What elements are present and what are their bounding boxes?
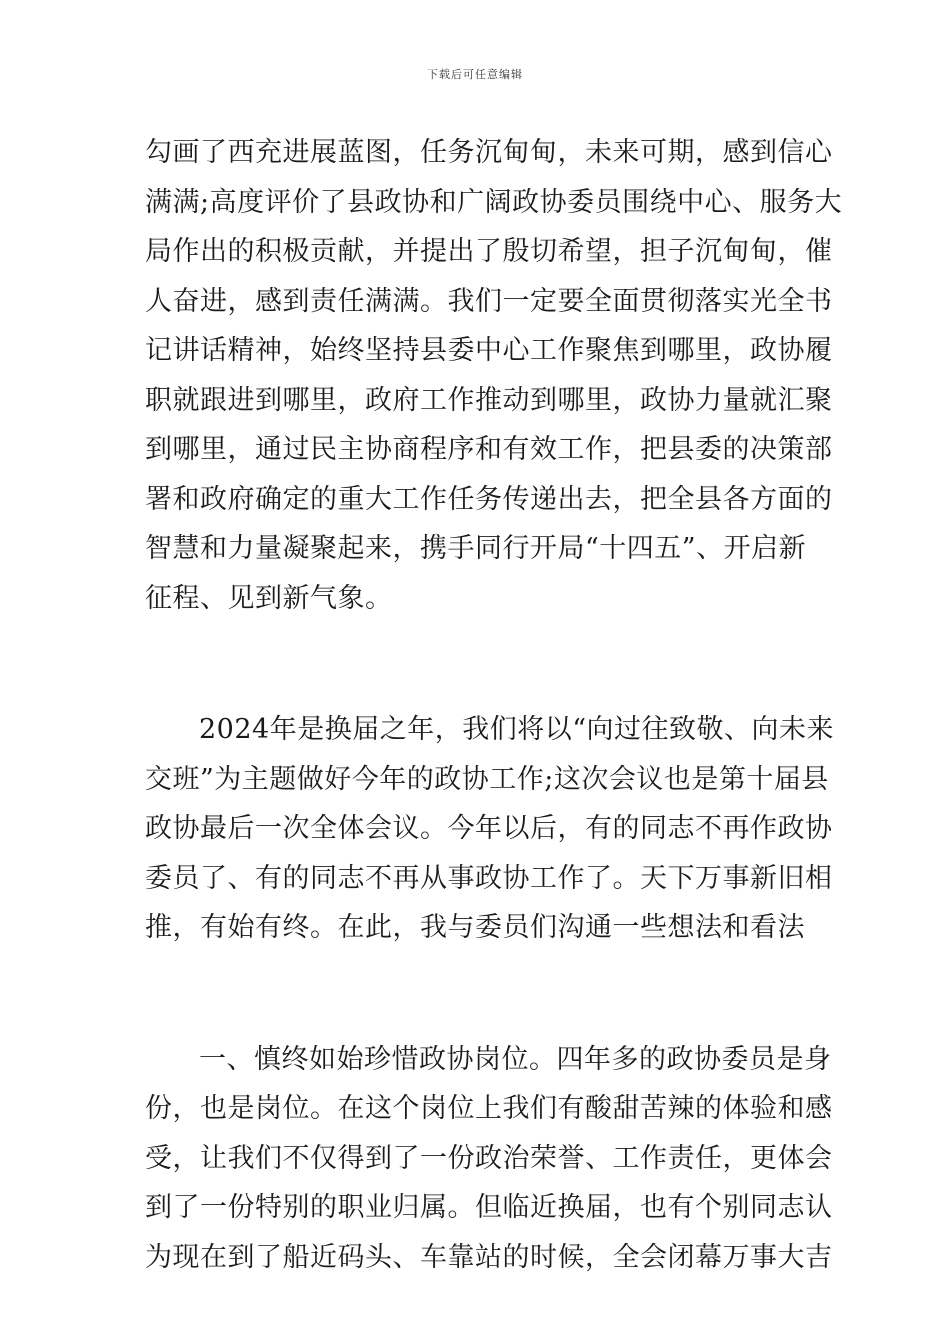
text-line: 记讲话精神，始终坚持县委中心工作聚焦到哪里，政协履 — [145, 335, 833, 366]
text-line: 智慧和力量凝聚起来，携手同行开局“十四五”、开启新 — [145, 533, 807, 564]
text-line: 局作出的积极贡献，并提出了殷切希望，担子沉甸甸，催 — [145, 236, 833, 267]
text-line: 为现在到了船近码头、车靠站的时候，全会闭幕万事大吉 — [145, 1241, 833, 1273]
text-line: 推，有始有终。在此，我与委员们沟通一些想法和看法 — [145, 912, 805, 943]
document-body — [145, 128, 843, 1282]
text-line: 份，也是岗位。在这个岗位上我们有酸甜苦辣的体验和感 — [145, 1093, 833, 1124]
paragraph-2 — [145, 705, 835, 953]
paragraph-spacer — [145, 953, 807, 1035]
text-line: 勾画了西充进展蓝图，任务沉甸甸，未来可期，感到信心 — [145, 137, 833, 168]
text-line: 到了一份特别的职业归属。但临近换届，也有个别同志认 — [145, 1192, 833, 1223]
text-line: 人奋进，感到责任满满。我们一定要全面贯彻落实光全书 — [145, 285, 833, 317]
text-line: 署和政府确定的重大工作任务传递出去，把全县各方面的 — [145, 483, 833, 515]
text-line: 政协最后一次全体会议。今年以后，有的同志不再作政协 — [145, 813, 833, 844]
text-line: 征程、见到新气象。 — [145, 582, 393, 614]
paragraph-1 — [145, 128, 843, 623]
text-line: 一、慎终如始珍惜政协岗位。四年多的政协委员是身 — [199, 1043, 832, 1075]
text-line: 2024年是换届之年，我们将以“向过往致敬、向未来 — [199, 714, 835, 745]
paragraph-3 — [145, 1035, 833, 1283]
text-line: 到哪里，通过民主协商程序和有效工作，把县委的决策部 — [145, 434, 833, 465]
text-line: 职就跟进到哪里，政府工作推动到哪里，政协力量就汇聚 — [145, 384, 833, 416]
text-line: 受，让我们不仅得到了一份政治荣誉、工作责任，更体会 — [145, 1142, 833, 1174]
paragraph-spacer — [145, 623, 807, 705]
text-line: 满满;高度评价了县政协和广阔政协委员围绕中心、服务大 — [145, 186, 843, 218]
page-header: 下载后可任意编辑 — [427, 68, 523, 81]
text-line: 交班”为主题做好今年的政协工作;这次会议也是第十届县 — [145, 763, 829, 795]
text-line: 委员了、有的同志不再从事政协工作了。天下万事新旧相 — [145, 862, 833, 894]
